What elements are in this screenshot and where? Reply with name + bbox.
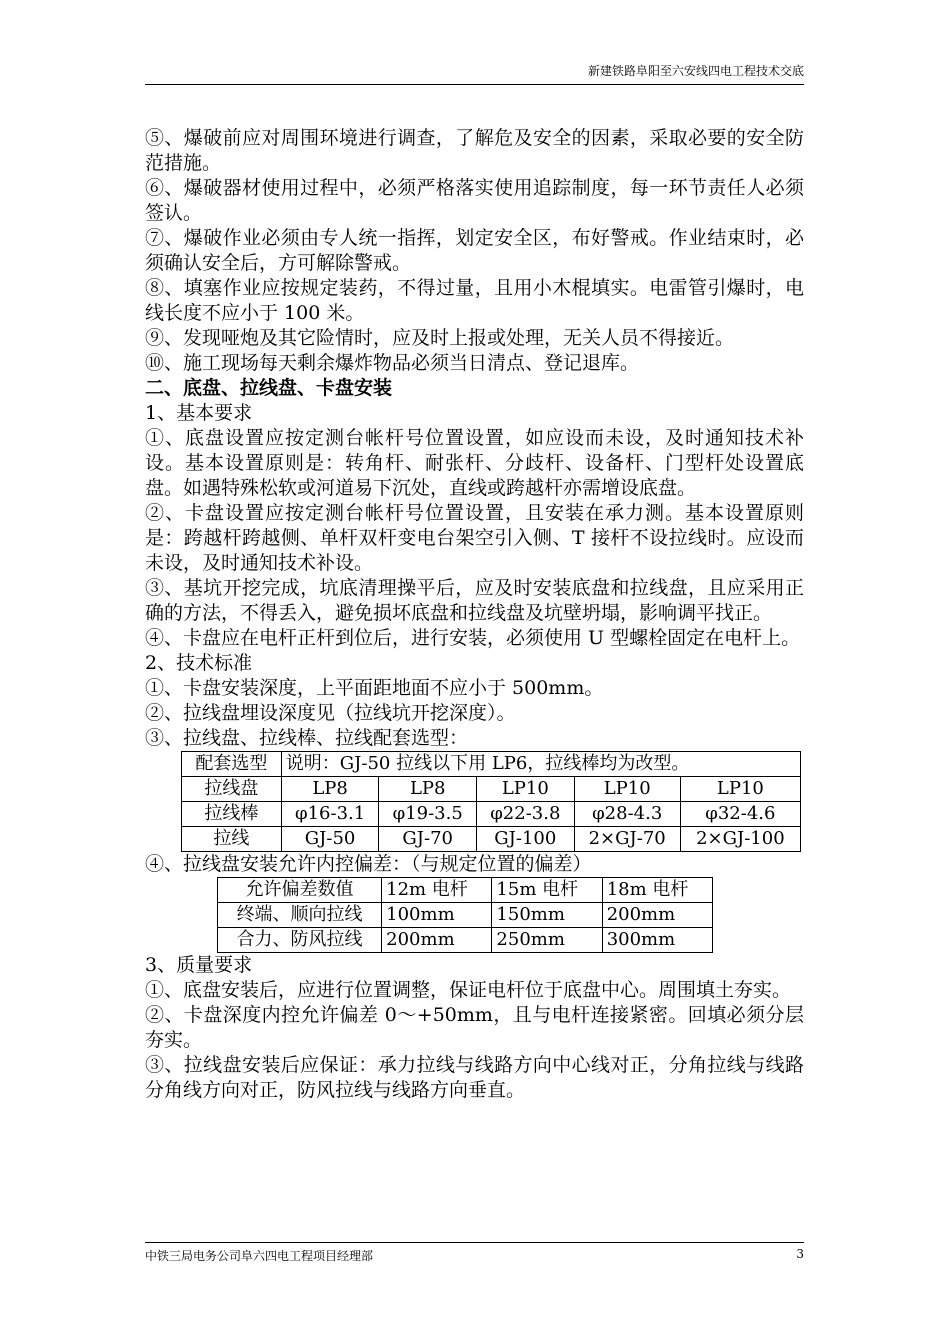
subsection-heading: 2、技术标准 [145, 652, 253, 674]
paragraph: ①、底盘安装后，应进行位置调整，保证电杆位于底盘中心。周围填土夯实。 [145, 979, 792, 1001]
guy-disc-selection-table [181, 751, 801, 852]
table-cell: LP10 [477, 777, 575, 802]
table-cell: 100mm [382, 903, 492, 928]
paragraph: ④、拉线盘安装允许内控偏差：（与规定位置的偏差） [145, 853, 592, 875]
table-row [218, 928, 713, 953]
table-row [182, 802, 801, 827]
table-cell: 合力、防风拉线 [218, 928, 382, 953]
table-cell: 拉线盘 [182, 777, 282, 802]
tolerance-table [217, 877, 713, 953]
page-number: 3 [796, 1247, 804, 1261]
page-footer [145, 1242, 804, 1264]
paragraph: ⑨、发现哑炮及其它险情时，应及时上报或处理，无关人员不得接近。 [145, 327, 735, 349]
document-body [145, 126, 804, 1103]
table-cell: 2×GJ-100 [680, 827, 800, 852]
table-row [218, 903, 713, 928]
paragraph: ③、拉线盘安装后应保证：承力拉线与线路方向中心线对正，分角拉线与线路分角线方向对正，防风拉线与线路方向垂直。 [145, 1054, 804, 1101]
header-title: 新建铁路阜阳至六安线四电工程技术交底 [587, 64, 804, 78]
table-row [182, 827, 801, 852]
table-row [182, 777, 801, 802]
table-cell: 说明：GJ-50 拉线以下用 LP6，拉线棒均为改型。 [281, 752, 800, 777]
table-cell: 18m 电杆 [602, 878, 712, 903]
subsection-heading: 3、质量要求 [145, 954, 253, 976]
table-cell: GJ-70 [379, 827, 477, 852]
paragraph: ③、基坑开挖完成，坑底清理操平后，应及时安装底盘和拉线盘，且应采用正确的方法，不得丢入，避免损坏底盘和拉线盘及坑壁坍塌，影响调平找正。 [145, 577, 804, 624]
table-cell: 15m 电杆 [492, 878, 602, 903]
table-row [182, 752, 801, 777]
paragraph: ②、卡盘深度内控允许偏差 0～+50mm，且与电杆连接紧密。回填必须分层夯实。 [145, 1004, 804, 1051]
footer-organization: 中铁三局电务公司阜六四电工程项目经理部 [145, 1249, 374, 1263]
paragraph: ⑩、施工现场每天剩余爆炸物品必须当日清点、登记退库。 [145, 352, 640, 374]
table-cell: LP8 [379, 777, 477, 802]
table-cell: 拉线棒 [182, 802, 282, 827]
paragraph: ⑧、填塞作业应按规定装药，不得过量，且用小木棍填实。电雷管引爆时，电线长度不应小于 100 米。 [145, 277, 804, 324]
table-cell: φ19-3.5 [379, 802, 477, 827]
table-cell: GJ-100 [477, 827, 575, 852]
paragraph: ④、卡盘应在电杆正杆到位后，进行安装，必须使用 U 型螺栓固定在电杆上。 [145, 627, 801, 649]
table-row [218, 878, 713, 903]
table-cell: GJ-50 [281, 827, 379, 852]
subsection-heading: 1、基本要求 [145, 402, 253, 424]
page-header [145, 62, 804, 85]
table-cell: φ32-4.6 [680, 802, 800, 827]
table-cell: 终端、顺向拉线 [218, 903, 382, 928]
table-cell: 200mm [602, 903, 712, 928]
table-cell: 200mm [382, 928, 492, 953]
paragraph: ①、底盘设置应按定测台帐杆号位置设置，如应设而未设，及时通知技术补设。基本设置原则是：转角杆、耐张杆、分歧杆、设备杆、门型杆处设置底盘。如遇特殊松软或河道易下沉处，直线或跨越杆亦需增设底盘。 [145, 427, 804, 499]
paragraph: ⑦、爆破作业必须由专人统一指挥，划定安全区，布好警戒。作业结束时，必须确认安全后，方可解除警戒。 [145, 227, 804, 274]
table-cell: 拉线 [182, 827, 282, 852]
paragraph: ②、拉线盘埋设深度见（拉线坑开挖深度）。 [145, 702, 516, 724]
table-cell: φ16-3.1 [281, 802, 379, 827]
table-cell: 300mm [602, 928, 712, 953]
table-cell: φ22-3.8 [477, 802, 575, 827]
table-cell: 2×GJ-70 [574, 827, 680, 852]
table-cell: 250mm [492, 928, 602, 953]
paragraph: ③、拉线盘、拉线棒、拉线配套选型： [145, 727, 469, 749]
table-cell: 150mm [492, 903, 602, 928]
section-heading: 二、底盘、拉线盘、卡盘安装 [145, 377, 393, 399]
table-cell: LP8 [281, 777, 379, 802]
table-cell: LP10 [680, 777, 800, 802]
table-cell: LP10 [574, 777, 680, 802]
table-cell: φ28-4.3 [574, 802, 680, 827]
paragraph: ①、卡盘安装深度，上平面距地面不应小于 500mm。 [145, 677, 604, 699]
table-cell: 12m 电杆 [382, 878, 492, 903]
paragraph: ⑤、爆破前应对周围环境进行调查，了解危及安全的因素，采取必要的安全防范措施。 [145, 127, 804, 174]
table-cell: 配套选型 [182, 752, 282, 777]
paragraph: ⑥、爆破器材使用过程中，必须严格落实使用追踪制度，每一环节责任人必须签认。 [145, 177, 804, 224]
table-cell: 允许偏差数值 [218, 878, 382, 903]
paragraph: ②、卡盘设置应按定测台帐杆号位置设置，且安装在承力测。基本设置原则是：跨越杆跨越侧、单杆双杆变电台架空引入侧、T 接杆不设拉线时。应设而未设，及时通知技术补设。 [145, 502, 804, 574]
